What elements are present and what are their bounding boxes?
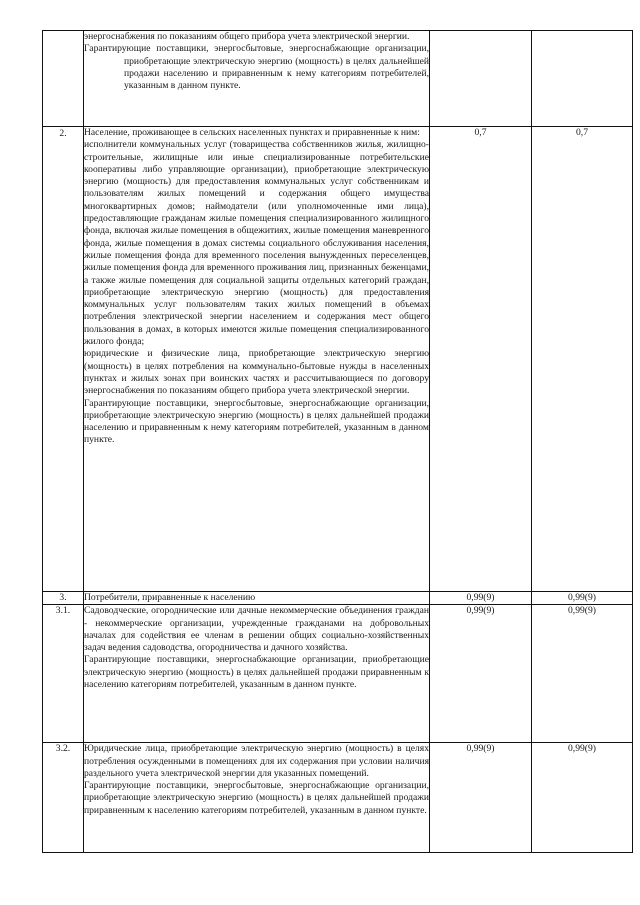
row-description [84,31,430,127]
row-paragraph: Гарантирующие поставщики, энергосбытовые, энергоснабжающие организации, приобретающие электрическую энергию (мощность) в целях дальнейшей продажи населению и приравненным к нему категориям потребителей, указанным в данном пункте. [84,43,429,92]
row-value-2 [532,31,633,127]
row-description [84,127,430,592]
table-row [43,743,633,853]
row-paragraph: Гарантирующие поставщики, энергоснабжающие организации, приобретающие электрическую энергию (мощность) в целях дальнейшей продажи приравненным к населению категориям потребителей, указанным в данном пункте. [84,654,429,691]
table-row [43,592,633,605]
row-number: 3.1. [43,605,84,743]
row-value-1: 0,99(9) [430,605,532,743]
row-value-1: 0,99(9) [430,592,532,605]
row-paragraph: Юридические лица, приобретающие электрическую энергию (мощность) в целях потребления осужденными в помещениях для их содержания при условии наличия раздельного учета электрической энергии для указанных помещений. [84,743,429,779]
row-paragraph: юридические и физические лица, приобретающие электрическую энергию (мощность) в целях потребления на коммунально-бытовые нужды в населенных пунктах и жилых зонах при воинских частях и рассчитывающиеся по договору энергоснабжения по показаниям общего прибора учета электрической энергии. [84,348,429,397]
row-number: 3. [43,592,84,605]
row-value-2: 0,99(9) [532,592,633,605]
table-row [43,605,633,743]
row-description [84,592,430,605]
row-paragraph: Садоводческие, огороднические или дачные некоммерческие объединения граждан - некоммерческие организации, учрежденные гражданами на добровольных началах для содействия ее членам в решении общих социально-хозяйственных задач ведения садоводства, огородничества и дачного хозяйства. [84,605,429,654]
row-paragraph: энергоснабжения по показаниям общего прибора учета электрической энергии. [84,31,410,42]
row-value-2: 0,99(9) [532,605,633,743]
row-value-1 [430,31,532,127]
row-paragraph: Гарантирующие поставщики, энергосбытовые, энергоснабжающие организации, приобретающие электрическую энергию (мощность) в целях дальнейшей продажи приравненным к населению категориям потребителей, указанным в данном пункте. [84,780,429,816]
row-paragraph: исполнители коммунальных услуг (товарищества собственников жилья, жилищно-строительные, жилищные или иные специализированные потребительские кооперативы либо управляющие организации), приобретающие электрическую энергию (мощность) для предоставления коммунальных услуг собственникам и пользователям жилых помещений и содержания общего имущества многоквартирных домов; наймодатели (или уполномоченные ими лица), предоставляющие гражданам жилые помещения специализированного жилищного фонда, включая жилые помещения в общежитиях, жилые помещения маневренного фонда, жилые помещения в домах системы социального обслуживания населения, жилые помещения фонда для временного поселения вынужденных переселенцев, жилые помещения фонда для временного проживания лиц, признанных беженцами, а также жилые помещения для социальной защиты отдельных категорий граждан, приобретающие электрическую энергию (мощность) для предоставления коммунальных услуг пользователям таких жилых помещений в объемах потребления электрической энергии населением и содержания мест общего пользования в домах, в которых имеются жилые помещения специализированного жилого фонда; [84,139,429,348]
row-paragraph: Население, проживающее в сельских населенных пунктах и приравненные к ним: [84,127,420,138]
row-value-1: 0,7 [430,127,532,592]
row-value-2: 0,7 [532,127,633,592]
row-value-2: 0,99(9) [532,743,633,853]
row-number [43,127,84,592]
row-number: 3.2. [43,743,84,853]
tariff-table [42,30,633,853]
row-number-text: 2. [59,128,67,139]
row-paragraph: Потребители, приравненные к населению [84,592,256,603]
table-row [43,127,633,592]
row-description [84,743,430,853]
row-description [84,605,430,743]
row-number [43,31,84,127]
table-row [43,31,633,127]
row-paragraph: Гарантирующие поставщики, энергосбытовые, энергоснабжающие организации, приобретающие электрическую энергию (мощность) в целях дальнейшей продажи населению и приравненным к нему категориям потребителей, указанным в данном пункте. [84,397,429,446]
row-value-1: 0,99(9) [430,743,532,853]
